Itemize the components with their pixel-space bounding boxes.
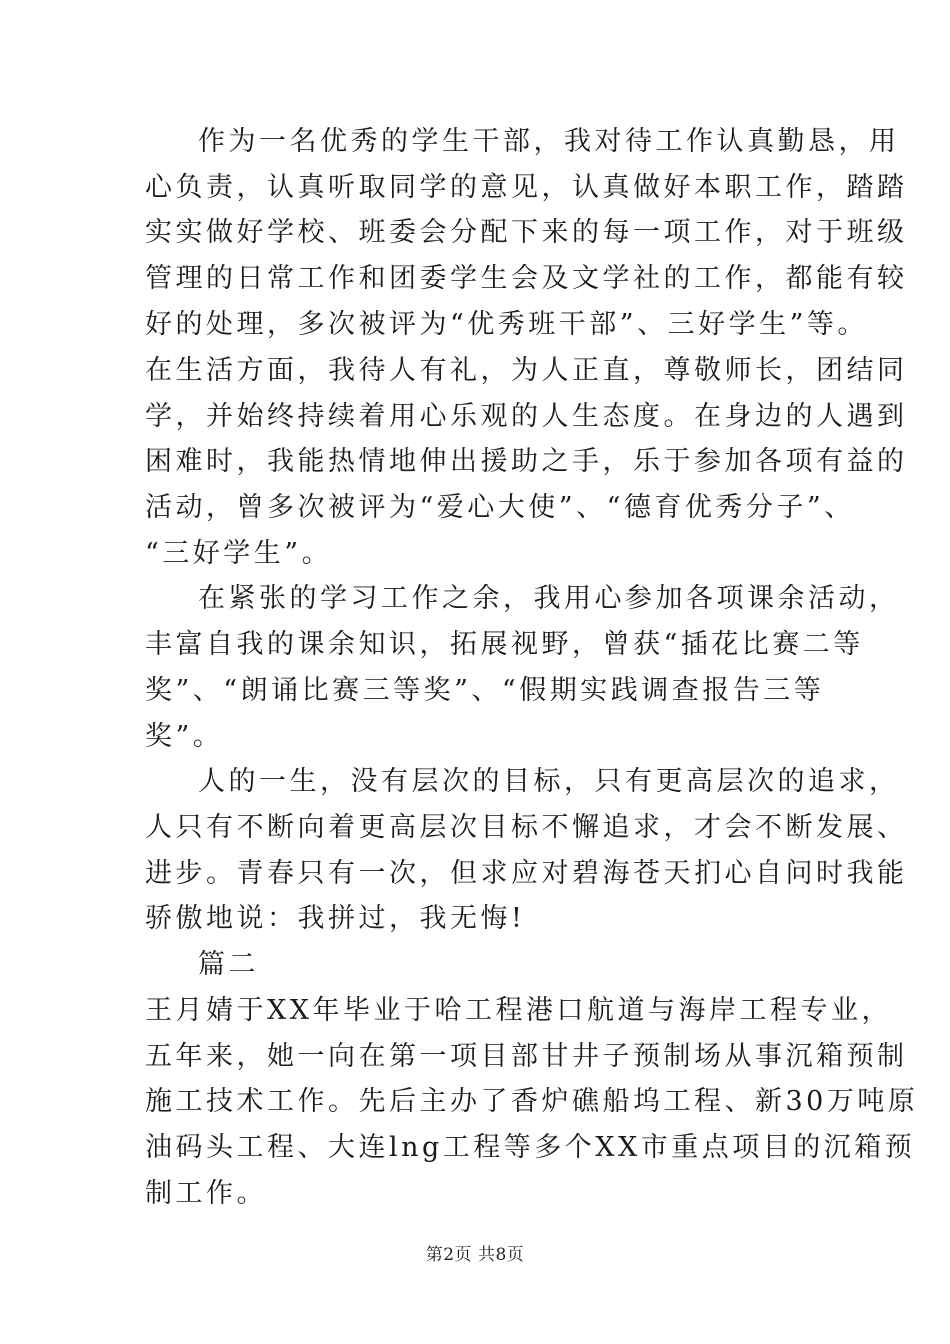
- paragraph-line: 油码头工程、大连lng工程等多个XX市重点项目的沉箱预: [145, 1132, 916, 1163]
- page-footer: 第2页 共8页: [425, 1245, 525, 1265]
- paragraph-line: 人的一生，没有层次的目标，只有更高层次的追求，: [198, 766, 900, 797]
- paragraph-line: 好的处理，多次被评为“优秀班干部”、三好学生”等。: [145, 309, 868, 340]
- paragraph-line: 心负责，认真听取同学的意见，认真做好本职工作，踏踏: [145, 172, 908, 203]
- paragraph-line: 奖”、“朗诵比赛三等奖”、“假期实践调查报告三等: [145, 675, 825, 706]
- paragraph-line: 制工作。: [145, 1178, 267, 1209]
- paragraph-line: 进步。青春只有一次，但求应对碧海苍天扪心自问时我能: [145, 858, 908, 889]
- section-heading: 篇二: [198, 949, 259, 980]
- paragraph-line: 在生活方面，我待人有礼，为人正直，尊敬师长，团结同: [145, 355, 908, 386]
- paragraph-line: 五年来，她一向在第一项目部甘井子预制场从事沉箱预制: [145, 1041, 908, 1072]
- paragraph-line: 活动，曾多次被评为“爱心大使”、“德育优秀分子”、: [145, 492, 855, 523]
- paragraph-line: 王月婧于XX年毕业于哈工程港口航道与海岸工程专业，: [145, 995, 892, 1026]
- paragraph-line: 丰富自我的课余知识，拓展视野，曾获“插花比赛二等: [145, 629, 864, 660]
- paragraph-line: 奖”。: [145, 721, 224, 752]
- paragraph-line: 作为一名优秀的学生干部，我对待工作认真勤恳，用: [198, 126, 900, 157]
- paragraph-line: 人只有不断向着更高层次目标不懈追求，才会不断发展、: [145, 812, 908, 843]
- paragraph-line: “三好学生”。: [145, 538, 333, 569]
- paragraph-line: 施工技术工作。先后主办了香炉礁船坞工程、新30万吨原: [145, 1086, 919, 1117]
- paragraph-line: 实实做好学校、班委会分配下来的每一项工作，对于班级: [145, 217, 908, 248]
- paragraph-line: 管理的日常工作和团委学生会及文学社的工作，都能有较: [145, 263, 908, 294]
- paragraph-line: 困难时，我能热情地伸出援助之手，乐于参加各项有益的: [145, 446, 908, 477]
- paragraph-line: 骄傲地说：我拼过，我无悔!: [145, 903, 526, 934]
- paragraph-line: 在紧张的学习工作之余，我用心参加各项课余活动，: [198, 583, 900, 614]
- paragraph-line: 学，并始终持续着用心乐观的人生态度。在身边的人遇到: [145, 401, 908, 432]
